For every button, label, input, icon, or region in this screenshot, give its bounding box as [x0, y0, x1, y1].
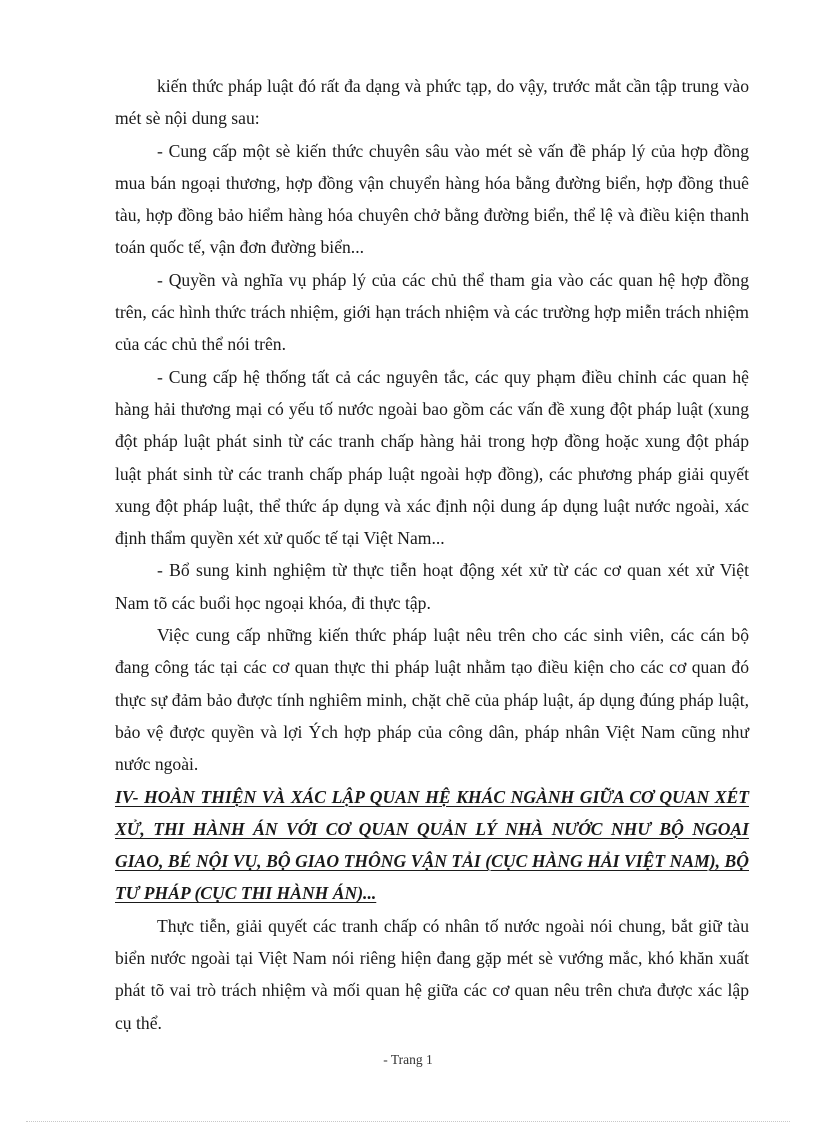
page-bottom-divider [26, 1121, 790, 1122]
page-number-footer: - Trang 1 [383, 1052, 433, 1067]
page-body [115, 70, 749, 1039]
section-heading: IV- HOÀN THIỆN VÀ XÁC LẬP QUAN HỆ KHÁC NGÀNH GIỮA CƠ QUAN XÉT XỬ, THI HÀNH ÁN VỚI CƠ QUAN QUẢN LÝ NHÀ NƯỚC NHƯ BỘ NGOẠI GIAO, BÉ NỘI VỤ, BỘ GIAO THÔNG VẬN TẢI (CỤC HÀNG HẢI VIỆT NAM), BỘ TƯ PHÁP (CỤC THI HÀNH ÁN)... [115, 786, 749, 904]
paragraph-bullet-rights: - Quyền và nghĩa vụ pháp lý của các chủ thể tham gia vào các quan hệ hợp đồng trên, các hình thức trách nhiệm, giới hạn trách nhiệm và các trường hợp miễn trách nhiệm của các chủ thể nói trên. [115, 269, 749, 355]
paragraph-summary: Việc cung cấp những kiến thức pháp luật nêu trên cho các sinh viên, các cán bộ đang công tác tại các cơ quan thực thi pháp luật nhằm tạo điều kiện cho các cơ quan đó thực sự đảm bảo được tính nghiêm minh, chặt chẽ của pháp luật, áp dụng đúng pháp luật, bảo vệ được quyền và lợi Ých hợp pháp của công dân, pháp nhân Việt Nam cũng như nước ngoài. [115, 625, 749, 775]
paragraph-continuation: kiến thức pháp luật đó rất đa dạng và phức tạp, do vậy, trước mắt cần tập trung vào mét sè nội dung sau: [115, 76, 749, 129]
paragraph-bullet-contracts: - Cung cấp một sè kiến thức chuyên sâu vào mét sè vấn đề pháp lý của hợp đồng mua bán ngoại thương, hợp đồng vận chuyển hàng hóa bằng đường biển, hợp đồng thuê tàu, hợp đồng bảo hiểm hàng hóa chuyên chở bằng đường biển, thể lệ và điều kiện thanh toán quốc tế, vận đơn đường biển... [115, 140, 749, 258]
paragraph-bullet-experience: - Bổ sung kinh nghiệm từ thực tiễn hoạt động xét xử từ các cơ quan xét xử Việt Nam tõ các buổi học ngoại khóa, đi thực tập. [115, 560, 749, 613]
paragraph-bullet-principles: - Cung cấp hệ thống tất cả các nguyên tắc, các quy phạm điều chỉnh các quan hệ hàng hải thương mại có yếu tố nước ngoài bao gồm các vấn đề xung đột pháp luật (xung đột pháp luật phát sinh từ các tranh chấp hàng hải trong hợp đồng hoặc xung đột pháp luật phát sinh từ các tranh chấp pháp luật ngoài hợp đồng), các phương pháp giải quyết xung đột pháp luật, thể thức áp dụng và xác định nội dung áp dụng luật nước ngoài, xác định thẩm quyền xét xử quốc tế tại Việt Nam... [115, 366, 749, 549]
paragraph-practice: Thực tiễn, giải quyết các tranh chấp có nhân tố nước ngoài nói chung, bắt giữ tàu biển nước ngoài tại Việt Nam nói riêng hiện đang gặp mét sè vướng mắc, khó khăn xuất phát tõ vai trò trách nhiệm và mối quan hệ giữa các cơ quan nêu trên chưa được xác lập cụ thể. [115, 915, 749, 1033]
